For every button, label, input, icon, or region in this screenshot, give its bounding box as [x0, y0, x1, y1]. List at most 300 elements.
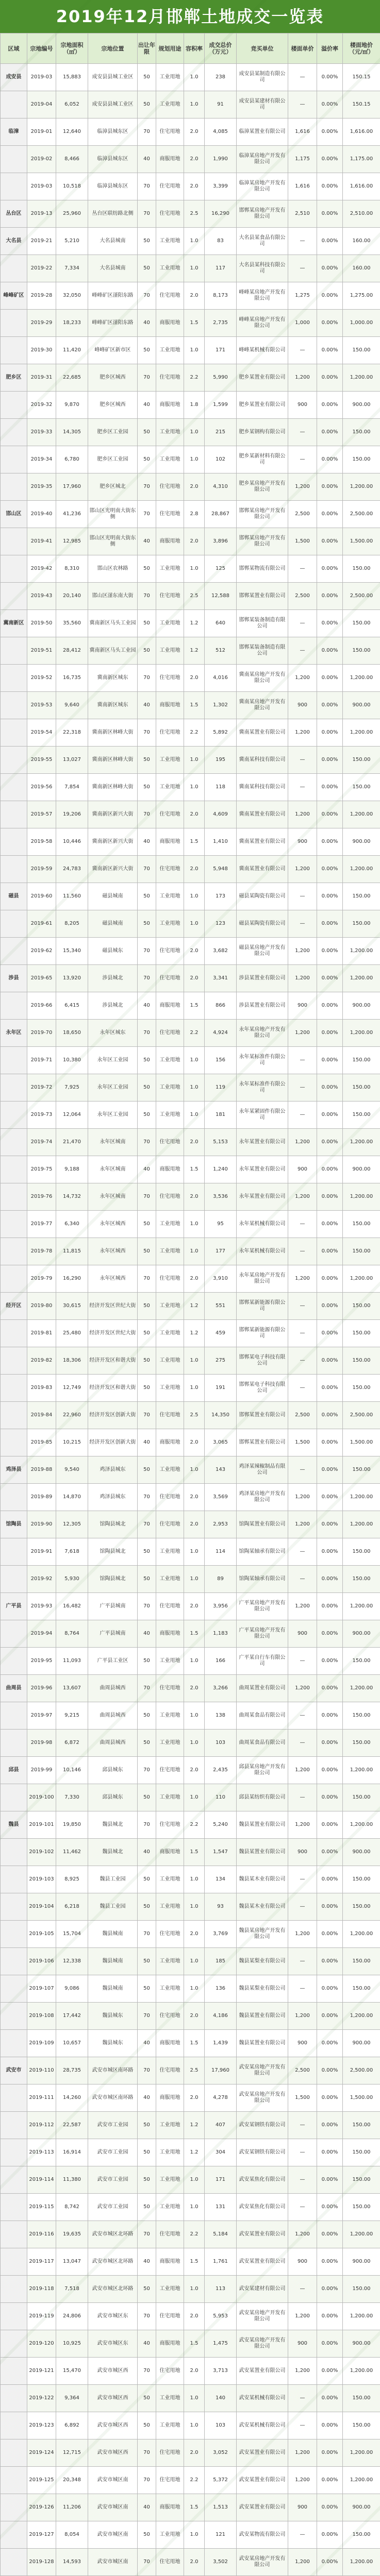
table-cell: — [288, 228, 317, 255]
table-cell: 3,713 [205, 2358, 237, 2385]
table-cell: 50 [138, 1101, 156, 1129]
table-cell: 50 [138, 2112, 156, 2139]
table-cell: 住宅用地 [156, 1265, 184, 1293]
area-cell [1, 2248, 27, 2276]
table-cell: — [288, 2112, 317, 2139]
table-cell: 住宅用地 [156, 118, 184, 146]
table-cell: 永年某置业有限公司 [237, 1183, 288, 1211]
table-row [1, 992, 380, 1020]
area-cell [1, 1183, 27, 1211]
area-cell [1, 938, 27, 965]
table-cell: 邯郸某房地产开发有限公司 [237, 501, 288, 528]
area-cell [1, 1429, 27, 1456]
table-row [1, 1593, 380, 1620]
area-cell: 鸡泽县 [1, 1456, 27, 1484]
table-cell: 魏县城东 [88, 2003, 138, 2030]
area-cell [1, 1129, 27, 1156]
table-cell: 0.00% [317, 555, 343, 583]
table-cell: 50 [138, 610, 156, 637]
table-cell: 28,735 [56, 2057, 88, 2084]
table-cell: 1,200.00 [343, 1265, 380, 1293]
table-cell: 商服用地 [156, 692, 184, 719]
table-cell: 8,205 [56, 910, 88, 938]
area-cell [1, 2221, 27, 2248]
table-cell: 工业用地 [156, 747, 184, 774]
table-cell: 武安某焦化有限公司 [237, 2166, 288, 2194]
area-cell [1, 2549, 27, 2576]
table-row [1, 1839, 380, 1866]
table-cell: 永年某置业有限公司 [237, 1129, 288, 1156]
table-cell: 1.0 [184, 1648, 205, 1675]
table-cell: 工业用地 [156, 255, 184, 282]
table-cell: 0.00% [317, 1948, 343, 1975]
table-cell: 2019-81 [27, 1320, 56, 1347]
table-cell: 住宅用地 [156, 1402, 184, 1429]
table-cell: 武安市城区西 [88, 2358, 138, 2385]
table-cell: 住宅用地 [156, 1129, 184, 1156]
table-cell: 70 [138, 1511, 156, 1538]
table-cell: 临漳县城东区 [88, 146, 138, 173]
table-cell: 0.00% [317, 1293, 343, 1320]
table-cell: 12,749 [56, 1375, 88, 1402]
table-cell: 10,446 [56, 828, 88, 856]
table-cell: 0.00% [317, 282, 343, 310]
table-cell: 18,650 [56, 1020, 88, 1047]
table-cell: 150.00 [343, 1975, 380, 2003]
table-cell: 1,200 [288, 2439, 317, 2467]
table-cell: 2019-79 [27, 1265, 56, 1293]
table-cell: 50 [138, 64, 156, 91]
area-cell [1, 473, 27, 501]
table-cell: 临漳县城东区 [88, 173, 138, 200]
table-cell: 工业用地 [156, 1866, 184, 1893]
table-cell: 150.00 [343, 1101, 380, 1129]
table-cell: 住宅用地 [156, 173, 184, 200]
table-row [1, 1429, 380, 1456]
table-cell: 永年区城南 [88, 1129, 138, 1156]
table-cell: — [288, 2194, 317, 2221]
table-row [1, 1101, 380, 1129]
table-cell: 70 [138, 1593, 156, 1620]
table-cell: 50 [138, 910, 156, 938]
table-cell: 工业用地 [156, 337, 184, 364]
table-row [1, 2521, 380, 2549]
header-cell: 楼面地价（元/㎡） [343, 33, 380, 64]
table-cell: 4,924 [205, 1020, 237, 1047]
table-cell: 1,000 [288, 310, 317, 337]
area-cell [1, 310, 27, 337]
table-cell: 商服用地 [156, 2084, 184, 2112]
table-cell: 2.5 [184, 200, 205, 228]
table-cell: 工业用地 [156, 1347, 184, 1375]
table-cell: 1.0 [184, 1074, 205, 1101]
table-cell: 215 [205, 419, 237, 446]
table-cell: — [288, 883, 317, 910]
table-cell: 150.00 [343, 1948, 380, 1975]
table-cell: 2.0 [184, 146, 205, 173]
table-cell: 住宅用地 [156, 1593, 184, 1620]
table-cell: 武安某房地产开发有限公司 [237, 2303, 288, 2330]
table-cell: 住宅用地 [156, 856, 184, 883]
table-cell: 50 [138, 2521, 156, 2549]
table-cell: 50 [138, 1948, 156, 1975]
table-cell: 武安某钢铁有限公司 [237, 2139, 288, 2166]
table-cell: 丛台区联纺路北侧 [88, 200, 138, 228]
table-cell: 1,200 [288, 1183, 317, 1211]
table-cell: 1.0 [184, 228, 205, 255]
table-cell: 900.00 [343, 2330, 380, 2358]
area-cell [1, 910, 27, 938]
table-cell: 40 [138, 146, 156, 173]
table-row [1, 1538, 380, 1566]
table-cell: 1.0 [184, 1375, 205, 1402]
table-cell: 武安市城区南环路 [88, 2057, 138, 2084]
area-cell [1, 1866, 27, 1893]
table-cell: 40 [138, 828, 156, 856]
area-cell [1, 146, 27, 173]
table-cell: 经济开发区创新大街 [88, 1429, 138, 1456]
table-cell: 魏县某梨业有限公司 [237, 1975, 288, 2003]
table-cell: 2019-121 [27, 2358, 56, 2385]
table-cell: 永年区城西 [88, 1238, 138, 1265]
table-cell: 1.2 [184, 1320, 205, 1347]
table-cell: 50 [138, 2412, 156, 2439]
table-cell: 16,290 [205, 200, 237, 228]
table-cell: — [288, 910, 317, 938]
table-cell: 0.00% [317, 1620, 343, 1648]
table-cell: 150.00 [343, 1648, 380, 1675]
area-cell [1, 2385, 27, 2412]
table-cell: 12,588 [205, 583, 237, 610]
table-cell: — [288, 1730, 317, 1757]
table-cell: 0.00% [317, 1730, 343, 1757]
table-cell: 1,200 [288, 2003, 317, 2030]
table-cell: 150.00 [343, 1211, 380, 1238]
table-cell: 8,925 [56, 1866, 88, 1893]
table-cell: 13,607 [56, 1675, 88, 1702]
table-cell: 工业用地 [156, 1948, 184, 1975]
table-cell: 工业用地 [156, 2112, 184, 2139]
table-cell: 0.00% [317, 446, 343, 473]
table-cell: 0.00% [317, 828, 343, 856]
table-cell: — [288, 2139, 317, 2166]
table-cell: 900 [288, 2494, 317, 2521]
table-cell: 14,305 [56, 419, 88, 446]
table-cell: 2019-123 [27, 2412, 56, 2439]
table-cell: 0.00% [317, 473, 343, 501]
table-cell: 1,200 [288, 1265, 317, 1293]
table-cell: 工业用地 [156, 883, 184, 910]
table-cell: 永年某标准件有限公司 [237, 1047, 288, 1074]
table-cell: 0.00% [317, 2112, 343, 2139]
table-cell: 0.00% [317, 1921, 343, 1948]
table-cell: 10,380 [56, 1047, 88, 1074]
table-cell: 1,200.00 [343, 2549, 380, 2576]
table-cell: 185 [205, 1948, 237, 1975]
table-cell: 150.00 [343, 2112, 380, 2139]
table-cell: 0.00% [317, 938, 343, 965]
table-cell: 7,518 [56, 2276, 88, 2303]
table-cell: 峰峰矿区滏阳东路 [88, 310, 138, 337]
table-cell: 103 [205, 1730, 237, 1757]
table-cell: 40 [138, 1156, 156, 1183]
table-cell: 150.00 [343, 637, 380, 665]
table-cell: 0.00% [317, 2003, 343, 2030]
table-cell: 0.00% [317, 1648, 343, 1675]
table-cell: 工业用地 [156, 2139, 184, 2166]
table-cell: 3,065 [205, 1429, 237, 1456]
table-cell: 2019-34 [27, 446, 56, 473]
table-cell: 2.0 [184, 2358, 205, 2385]
table-cell: 900.00 [343, 392, 380, 419]
land-deal-table [0, 33, 380, 2576]
table-row [1, 2003, 380, 2030]
table-cell: 2019-94 [27, 1620, 56, 1648]
table-cell: 0.00% [317, 173, 343, 200]
table-cell: 魏县某置业有限公司 [237, 1811, 288, 1839]
table-cell: 邯山区农林路 [88, 555, 138, 583]
table-cell: — [288, 1375, 317, 1402]
table-cell: 2019-73 [27, 1101, 56, 1129]
area-cell: 邯山区 [1, 501, 27, 528]
table-cell: 峰峰某机械有限公司 [237, 337, 288, 364]
table-row [1, 637, 380, 665]
table-cell: 商服用地 [156, 992, 184, 1020]
table-cell: 磁县城南 [88, 910, 138, 938]
table-cell: 1,200 [288, 1757, 317, 1784]
table-cell: 5,153 [205, 1129, 237, 1156]
table-cell: 11,380 [56, 2166, 88, 2194]
table-cell: 70 [138, 282, 156, 310]
table-cell: 工业用地 [156, 1648, 184, 1675]
table-cell: 2019-97 [27, 1702, 56, 1730]
table-cell: 曲周县城西 [88, 1702, 138, 1730]
table-cell: 永年某标准件有限公司 [237, 1074, 288, 1101]
table-cell: 0.00% [317, 310, 343, 337]
table-cell: 70 [138, 1921, 156, 1948]
header-cell: 溢价率 [317, 33, 343, 64]
table-cell: 大名县某食品有限公司 [237, 228, 288, 255]
area-cell [1, 1702, 27, 1730]
table-cell: 永年区城南 [88, 1156, 138, 1183]
table-cell: 2019-62 [27, 938, 56, 965]
table-cell: 2019-110 [27, 2057, 56, 2084]
table-cell: 工业用地 [156, 419, 184, 446]
table-cell: 2019-74 [27, 1129, 56, 1156]
table-cell: 0.00% [317, 965, 343, 992]
table-cell: 冀南某科技有限公司 [237, 774, 288, 801]
area-cell [1, 2494, 27, 2521]
table-cell: 7,925 [56, 1074, 88, 1101]
table-cell: 0.00% [317, 2248, 343, 2276]
table-cell: 冀南新区新兴大街 [88, 856, 138, 883]
table-row [1, 883, 380, 910]
table-cell: 5,184 [205, 2221, 237, 2248]
area-cell [1, 1238, 27, 1265]
table-cell: 永年区工业园 [88, 1101, 138, 1129]
table-cell: 2019-117 [27, 2248, 56, 2276]
table-cell: 1,183 [205, 1620, 237, 1648]
area-cell: 涉县 [1, 965, 27, 992]
table-cell: 馆陶某轴承有限公司 [237, 1566, 288, 1593]
table-cell: 2.8 [184, 501, 205, 528]
table-cell: 0.00% [317, 1020, 343, 1047]
table-row [1, 1811, 380, 1839]
table-cell: 11,462 [56, 1839, 88, 1866]
table-cell: 40 [138, 2494, 156, 2521]
area-cell: 广平县 [1, 1593, 27, 1620]
table-cell: 住宅用地 [156, 801, 184, 828]
area-cell: 魏县 [1, 1811, 27, 1839]
area-cell [1, 774, 27, 801]
header-cell: 成交总价（万元） [205, 33, 237, 64]
table-cell: 邯郸某置业有限公司 [237, 583, 288, 610]
table-cell: 900.00 [343, 2030, 380, 2057]
table-cell: 41,236 [56, 501, 88, 528]
table-cell: 150.00 [343, 1238, 380, 1265]
table-cell: 邯郸某物流有限公司 [237, 555, 288, 583]
table-cell: 工业用地 [156, 1702, 184, 1730]
table-cell: 武安某焦化有限公司 [237, 2194, 288, 2221]
table-cell: 50 [138, 1566, 156, 1593]
table-cell: 邯郸某装备制造有限公司 [237, 610, 288, 637]
table-cell: 2,435 [205, 1757, 237, 1784]
table-cell: 2.0 [184, 1129, 205, 1156]
table-cell: 5,240 [205, 1811, 237, 1839]
table-cell: 2019-03 [27, 64, 56, 91]
table-cell: 6,340 [56, 1211, 88, 1238]
header-cell: 容积率 [184, 33, 205, 64]
table-cell: 15,340 [56, 938, 88, 965]
table-cell: 1.0 [184, 1866, 205, 1893]
table-cell: 11,420 [56, 337, 88, 364]
table-row [1, 1675, 380, 1702]
table-cell: 1.0 [184, 1784, 205, 1811]
table-row [1, 1893, 380, 1921]
table-cell: 0.00% [317, 1675, 343, 1702]
table-cell: 70 [138, 2003, 156, 2030]
table-cell: 邱县某纺织有限公司 [237, 1784, 288, 1811]
table-cell: 工业用地 [156, 1238, 184, 1265]
table-cell: 2019-31 [27, 364, 56, 392]
table-cell: 武安某房地产开发有限公司 [237, 2084, 288, 2112]
area-cell [1, 419, 27, 446]
table-row [1, 528, 380, 555]
table-cell: 0.00% [317, 2166, 343, 2194]
table-row [1, 1866, 380, 1893]
table-cell: — [288, 1648, 317, 1675]
table-cell: 150.00 [343, 1047, 380, 1074]
table-cell: 150.00 [343, 1566, 380, 1593]
table-cell: 涉县城北 [88, 965, 138, 992]
table-cell: 曲周某食品有限公司 [237, 1730, 288, 1757]
table-row [1, 2030, 380, 2057]
table-cell: 150.00 [343, 2412, 380, 2439]
table-cell: 商服用地 [156, 310, 184, 337]
table-cell: 临漳某房地产开发有限公司 [237, 146, 288, 173]
table-cell: 1,000.00 [343, 310, 380, 337]
table-cell: 涉县某置业有限公司 [237, 992, 288, 1020]
area-cell: 邱县 [1, 1757, 27, 1784]
table-cell: 0.00% [317, 1129, 343, 1156]
table-cell: 2019-125 [27, 2467, 56, 2494]
table-cell: 2019-95 [27, 1648, 56, 1675]
table-cell: 18,233 [56, 310, 88, 337]
table-cell: 123 [205, 910, 237, 938]
table-cell: 150.00 [343, 555, 380, 583]
table-cell: 馆陶某置业有限公司 [237, 1511, 288, 1538]
table-cell: — [288, 1538, 317, 1566]
table-cell: 70 [138, 118, 156, 146]
area-cell: 临漳 [1, 118, 27, 146]
table-cell: 512 [205, 637, 237, 665]
table-cell: 2,500 [288, 583, 317, 610]
table-cell: 0.00% [317, 1538, 343, 1566]
table-cell: 14,732 [56, 1183, 88, 1211]
table-cell: 2.0 [184, 528, 205, 555]
table-cell: 9,540 [56, 1456, 88, 1484]
table-cell: 0.00% [317, 2084, 343, 2112]
table-cell: 9,188 [56, 1156, 88, 1183]
table-cell: 住宅用地 [156, 1511, 184, 1538]
table-cell: 大名县城南 [88, 228, 138, 255]
area-cell [1, 719, 27, 747]
table-cell: 50 [138, 555, 156, 583]
table-cell: 2.2 [184, 364, 205, 392]
table-cell: 70 [138, 2467, 156, 2494]
table-cell: — [288, 1047, 317, 1074]
table-cell: 2019-111 [27, 2084, 56, 2112]
table-cell: 50 [138, 1347, 156, 1375]
area-cell [1, 255, 27, 282]
area-cell [1, 2003, 27, 2030]
table-cell: 0.00% [317, 1156, 343, 1183]
table-cell: 经济开发区世纪大街 [88, 1293, 138, 1320]
area-cell [1, 747, 27, 774]
table-cell: 魏县某置业有限公司 [237, 2003, 288, 2030]
table-cell: 1,200.00 [343, 1511, 380, 1538]
table-cell: 0.00% [317, 419, 343, 446]
table-cell: 2019-112 [27, 2112, 56, 2139]
table-cell: 2.0 [184, 173, 205, 200]
table-cell: 1,547 [205, 1839, 237, 1866]
table-row [1, 665, 380, 692]
table-cell: 70 [138, 2439, 156, 2467]
table-cell: 2.2 [184, 2221, 205, 2248]
table-cell: 0.00% [317, 2494, 343, 2521]
table-cell: 70 [138, 719, 156, 747]
table-cell: 12,338 [56, 1948, 88, 1975]
table-cell: 900.00 [343, 692, 380, 719]
table-cell: 50 [138, 1375, 156, 1402]
table-cell: 10,925 [56, 2330, 88, 2358]
table-row [1, 364, 380, 392]
table-cell: 1.0 [184, 2194, 205, 2221]
table-cell: 1,200 [288, 1484, 317, 1511]
table-cell: 16,482 [56, 1593, 88, 1620]
table-cell: 1.8 [184, 392, 205, 419]
table-cell: 1.0 [184, 64, 205, 91]
table-cell: — [288, 1702, 317, 1730]
table-cell: 武安某钢铁有限公司 [237, 2112, 288, 2139]
area-cell [1, 692, 27, 719]
table-cell: 鸡泽县城东 [88, 1484, 138, 1511]
table-cell: 2019-89 [27, 1484, 56, 1511]
table-cell: 2019-88 [27, 1456, 56, 1484]
table-cell: 1.0 [184, 2385, 205, 2412]
table-cell: 广平县工业区 [88, 1648, 138, 1675]
table-cell: 551 [205, 1293, 237, 1320]
